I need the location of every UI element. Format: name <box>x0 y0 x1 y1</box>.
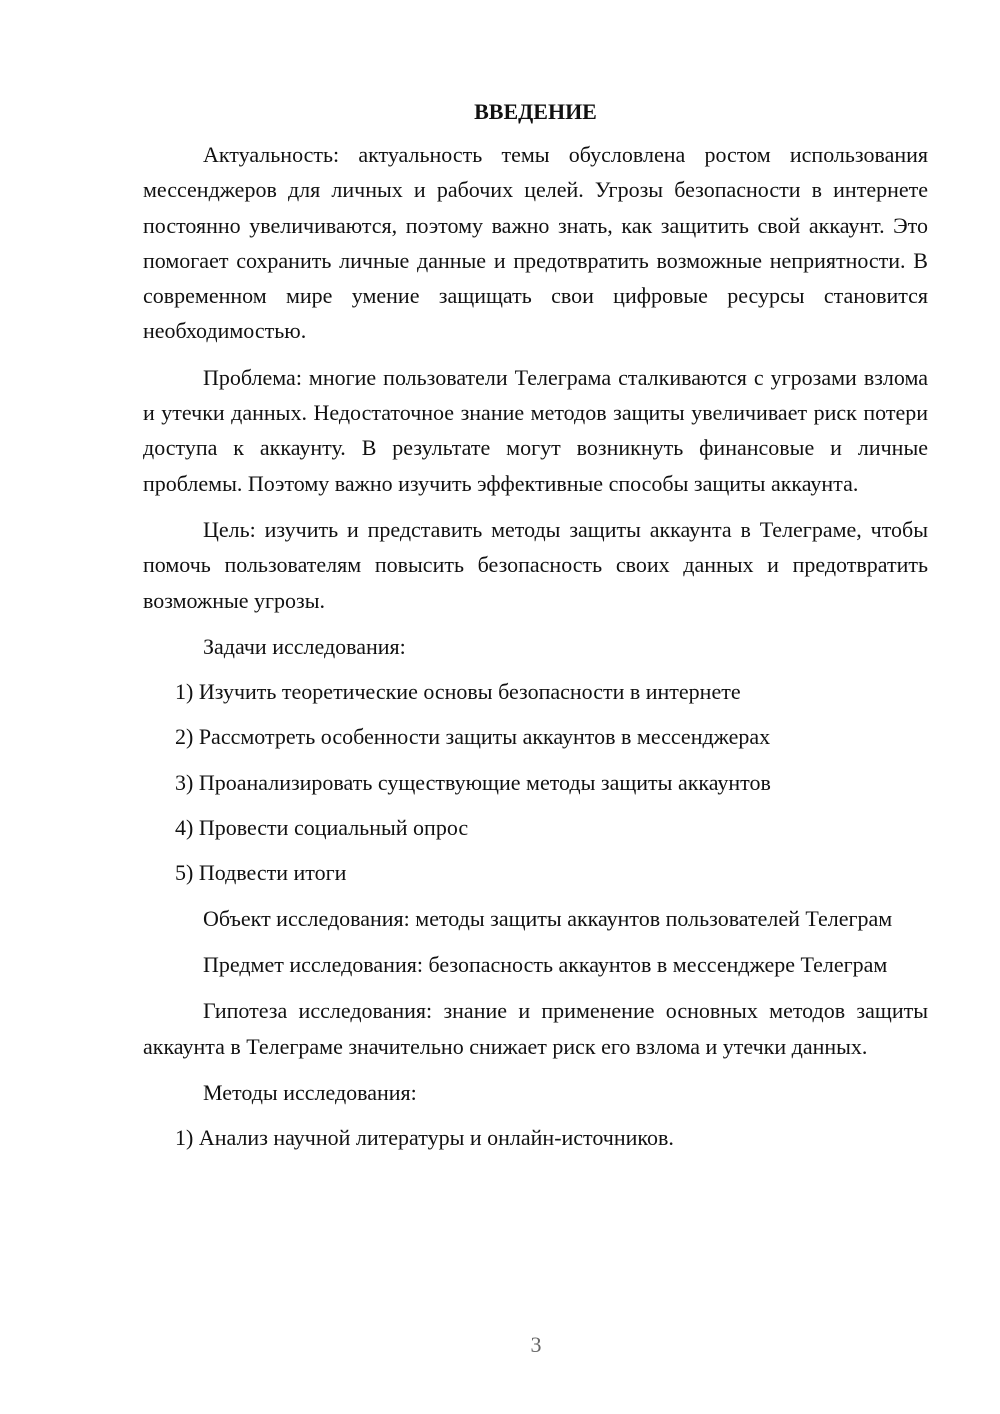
relevance-paragraph: Актуальность: актуальность темы обусловлена ростом использования мессенджеров для личных и рабочих целей. Угрозы безопасности в интернете постоянно увеличиваются, поэтому важно знать, как защитить свой аккаунт. Это помогает сохранить личные данные и предотвратить возможные неприятности. В современном мире умение защищать свои цифровые ресурсы становится необходимостью. <box>143 142 928 344</box>
problem-paragraph: Проблема: многие пользователи Телеграма сталкиваются с угрозами взлома и утечки данных. Недостаточное знание методов защиты увеличивает риск потери доступа к аккаунту. В результате могут возникнуть финансовые и личные проблемы. Поэтому важно изучить эффективные способы защиты аккаунта. <box>143 364 928 496</box>
hypothesis-paragraph: Гипотеза исследования: знание и применение основных методов защиты аккаунта в Телеграме значительно снижает риск его взлома и утечки данных. <box>143 998 928 1059</box>
task-item: 5) Подвести итоги <box>175 860 347 886</box>
page-number: 3 <box>530 1332 542 1357</box>
task-item: 3) Проанализировать существующие методы защиты аккаунтов <box>175 769 771 795</box>
methods-heading: Методы исследования: <box>203 1079 417 1105</box>
subject-paragraph: Предмет исследования: безопасность аккаунтов в мессенджере Телеграм <box>203 951 888 977</box>
task-item: 2) Рассмотреть особенности защиты аккаунтов в мессенджерах <box>175 724 771 750</box>
task-item: 1) Изучить теоретические основы безопасности в интернете <box>175 679 741 705</box>
section-title: ВВЕДЕНИЕ <box>474 99 597 124</box>
goal-paragraph: Цель: изучить и представить методы защиты аккаунта в Телеграме, чтобы помочь пользователям повысить безопасность своих данных и предотвратить возможные угрозы. <box>143 516 928 613</box>
method-item: 1) Анализ научной литературы и онлайн-источников. <box>175 1125 674 1151</box>
page-content <box>143 94 928 1165</box>
object-paragraph: Объект исследования: методы защиты аккаунтов пользователей Телеграм <box>203 905 893 931</box>
task-item: 4) Провести социальный опрос <box>175 815 469 841</box>
tasks-heading: Задачи исследования: <box>203 633 406 659</box>
